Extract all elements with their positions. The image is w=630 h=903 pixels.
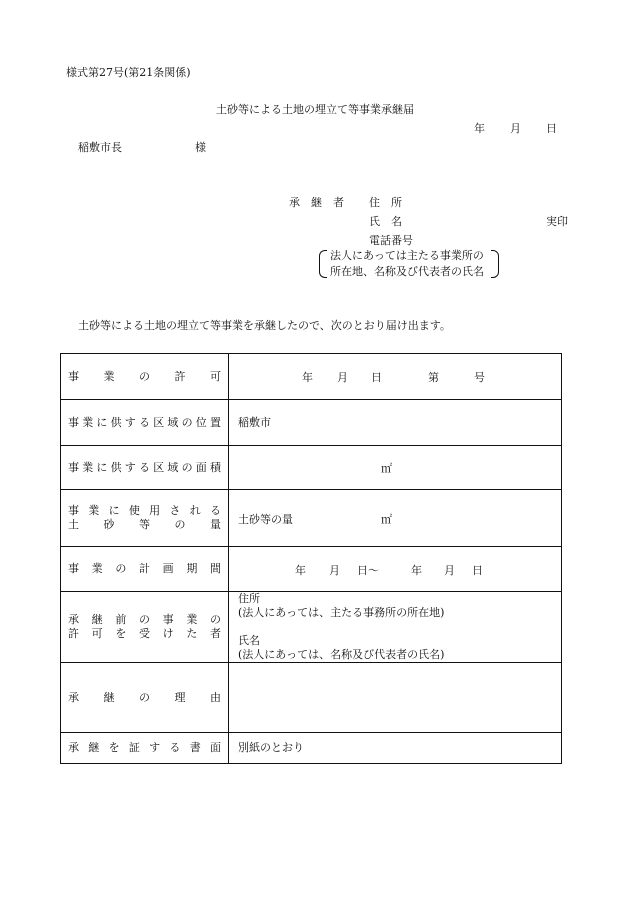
reason-label: 承継の理由 [61, 663, 229, 733]
honorific: 様 [195, 141, 206, 154]
area-unit: ㎡ [381, 462, 392, 475]
form-number: 様式第27号(第21条関係) [66, 66, 191, 79]
permit-year: 年 [302, 371, 313, 384]
period-value[interactable] [229, 547, 562, 592]
prior-holder-label: 承継前の事業の 許可を受けた者 [61, 592, 229, 663]
period-start-month: 月 [329, 564, 340, 577]
soil-label: 事業に使用される 土砂等の量 [61, 490, 229, 547]
area-value[interactable] [229, 446, 562, 490]
period-label: 事業の計画期間 [61, 547, 229, 592]
permit-label: 事業の許可 [61, 354, 229, 400]
row-location [61, 400, 562, 446]
location-label: 事業に供する区域の位置 [61, 400, 229, 446]
addressee: 稲敷市長 [78, 141, 122, 154]
period-end-month: 月 [444, 564, 455, 577]
corporate-note-line1: 法人にあっては主たる事業所の [330, 249, 484, 262]
period-start-year: 年 [295, 564, 306, 577]
soil-unit: ㎡ [381, 513, 392, 526]
permit-no-suffix: 号 [474, 371, 485, 384]
corporate-note [319, 248, 499, 280]
location-value[interactable]: 稲敷市 [229, 400, 562, 446]
reason-value[interactable] [229, 663, 562, 733]
prior-name-note: (法人にあっては、名称及び代表者の氏名) [238, 648, 445, 661]
applicant-name-label: 氏 名 [369, 215, 402, 228]
row-prior-holder [61, 592, 562, 663]
permit-no-prefix: 第 [428, 371, 439, 384]
row-area [61, 446, 562, 490]
permit-value[interactable] [229, 354, 562, 400]
corporate-note-line2: 所在地、名称及び代表者の氏名 [330, 265, 484, 278]
left-bracket [319, 250, 327, 278]
proof-value[interactable]: 別紙のとおり [229, 733, 562, 764]
right-bracket [491, 250, 499, 278]
date-year: 年 [474, 122, 485, 135]
permit-day: 日 [371, 371, 382, 384]
soil-value-label: 土砂等の量 [238, 513, 293, 526]
seal-label: 実印 [546, 215, 568, 228]
row-period [61, 547, 562, 592]
period-end-day: 日 [472, 564, 483, 577]
document-title: 土砂等による土地の埋立て等事業承継届 [216, 103, 414, 116]
applicant-phone-label: 電話番号 [369, 234, 413, 247]
prior-address-note: (法人にあっては、主たる事務所の所在地) [238, 606, 445, 619]
row-permit [61, 354, 562, 400]
soil-value[interactable] [229, 490, 562, 547]
proof-label: 承継を証する書面 [61, 733, 229, 764]
row-reason [61, 663, 562, 733]
area-label: 事業に供する区域の面積 [61, 446, 229, 490]
permit-month: 月 [337, 371, 348, 384]
intro-text: 土砂等による土地の埋立て等事業を承継したので、次のとおり届け出ます。 [78, 319, 451, 332]
prior-address-label: 住所 [238, 592, 260, 605]
row-soil [61, 490, 562, 547]
prior-holder-value[interactable] [229, 592, 562, 663]
date-month: 月 [510, 122, 521, 135]
period-start-day: 日〜 [357, 564, 379, 577]
notification-table [60, 353, 562, 764]
period-end-year: 年 [411, 564, 422, 577]
successor-label: 承 継 者 [289, 196, 344, 209]
row-proof [61, 733, 562, 764]
date-day: 日 [546, 122, 557, 135]
prior-name-label: 氏名 [238, 634, 260, 647]
applicant-address-label: 住 所 [369, 196, 402, 209]
